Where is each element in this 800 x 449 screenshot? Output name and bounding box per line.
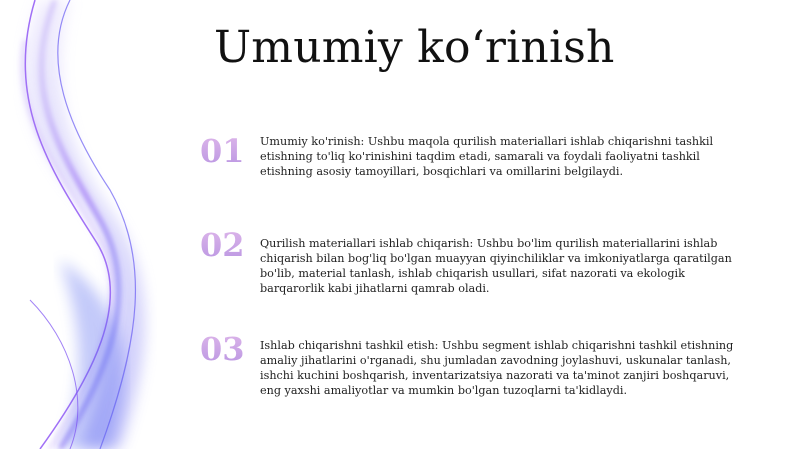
item-number: 03 — [200, 330, 245, 368]
item-number: 01 — [200, 132, 245, 170]
item-text: Ishlab chiqarishni tashkil etish: Ushbu segment ishlab chiqarishni tashkil etishning amaliy jihatlarini o'rganadi, shu jumladan zavodning joylashuvi, uskunalar tanlash, ishchi kuchini boshqarish, inventarizatsiya nazorati va ta'minot zanjiri boshqaruvi, eng yaxshi amaliyotlar va mumkin bo'lgan tuzoqlarni ta'kidlaydi. — [260, 339, 734, 397]
item-text: Qurilish materiallari ishlab chiqarish: Ushbu bo'lim qurilish materiallarini ishlab chiqarish bilan bog'liq bo'lgan muayyan qiyinchiliklar va imkoniyatlarga qaratilgan bo'lib, material tanlash, ishlab chiqarish usullari, sifat nazorati va ekologik barqarorlik kabi jihatlarni qamrab oladi. — [260, 237, 732, 295]
item-number: 02 — [200, 226, 245, 264]
smoke-decoration-image — [0, 0, 200, 449]
slide-title: Umumiy ko‘rinish — [214, 22, 615, 73]
item-text: Umumiy ko'rinish: Ushbu maqola qurilish materiallari ishlab chiqarishni tashkil etishning to'liq ko'rinishini taqdim etadi, samarali va foydali faoliyatni tashkil etishning asosiy tamoyillari, bosqichlari va omillarini belgilaydi. — [260, 135, 714, 178]
